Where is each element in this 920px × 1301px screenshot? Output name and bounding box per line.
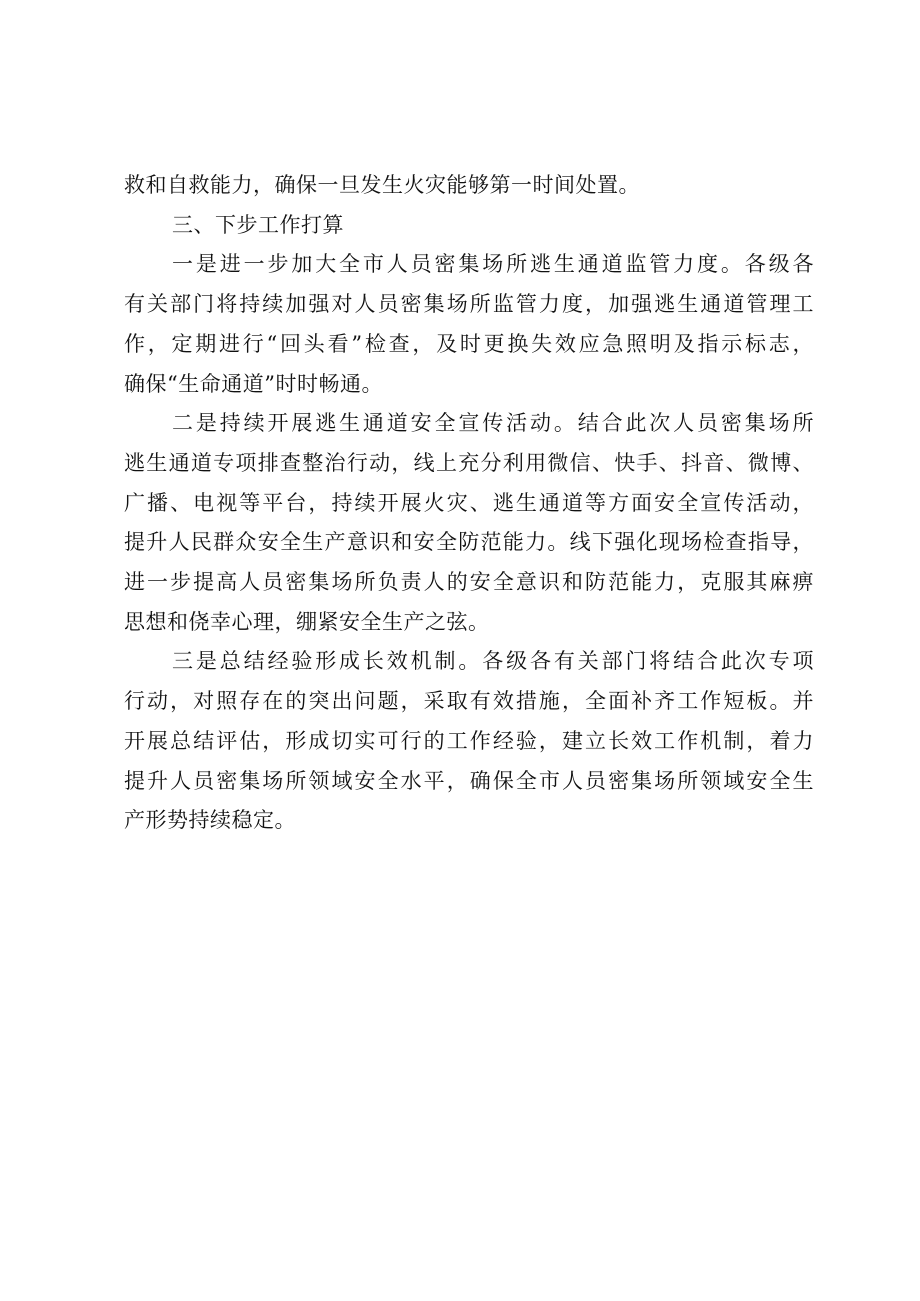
paragraph-2-line-4: 提升人民群众安全生产意识和安全防范能力。线下强化现场检查指导， — [124, 530, 814, 555]
paragraph-3-line-3: 开展总结评估，形成切实可行的工作经验，建立长效工作机制，着力 — [124, 728, 814, 753]
paragraph-3 — [124, 642, 814, 841]
paragraph-1-line-1: 一是进一步加大全市人员密集场所逃生通道监管力度。各级各 — [172, 252, 814, 277]
document-body — [124, 166, 814, 841]
paragraph-1 — [124, 245, 814, 404]
paragraph-1-line-4: 确保“生命通道”时时畅通。 — [124, 371, 383, 396]
paragraph-1-line-2: 有关部门将持续加强对人员密集场所监管力度，加强逃生通道管理工 — [124, 292, 814, 317]
intro-tail-line: 救和自救能力，确保一旦发生火灾能够第一时间处置。 — [124, 173, 640, 197]
paragraph-2-line-3: 广播、电视等平台，持续开展火灾、逃生通道等方面安全宣传活动， — [124, 490, 814, 515]
paragraph-2-line-1: 二是持续开展逃生通道安全宣传活动。结合此次人员密集场所 — [172, 411, 814, 436]
paragraph-1-line-3: 作，定期进行“回头看”检查，及时更换失效应急照明及指示标志， — [124, 331, 814, 356]
paragraph-3-line-1: 三是总结经验形成长效机制。各级各有关部门将结合此次专项 — [172, 649, 814, 674]
paragraph-3-line-2: 行动，对照存在的突出问题，采取有效措施，全面补齐工作短板。并 — [124, 689, 814, 714]
paragraph-2-line-6: 思想和侥幸心理，绷紧安全生产之弦。 — [124, 609, 490, 634]
paragraph-3-line-5: 产形势持续稳定。 — [124, 808, 296, 833]
paragraph-2-line-2: 逃生通道专项排查整治行动，线上充分利用微信、快手、抖音、微博、 — [124, 450, 814, 475]
paragraph-2 — [124, 404, 814, 642]
section-heading: 三、下步工作打算 — [172, 212, 344, 237]
paragraph-2-line-5: 进一步提高人员密集场所负责人的安全意识和防范能力，克服其麻痹 — [124, 570, 814, 595]
paragraph-3-line-4: 提升人员密集场所领域安全水平，确保全市人员密集场所领域安全生 — [124, 768, 814, 793]
